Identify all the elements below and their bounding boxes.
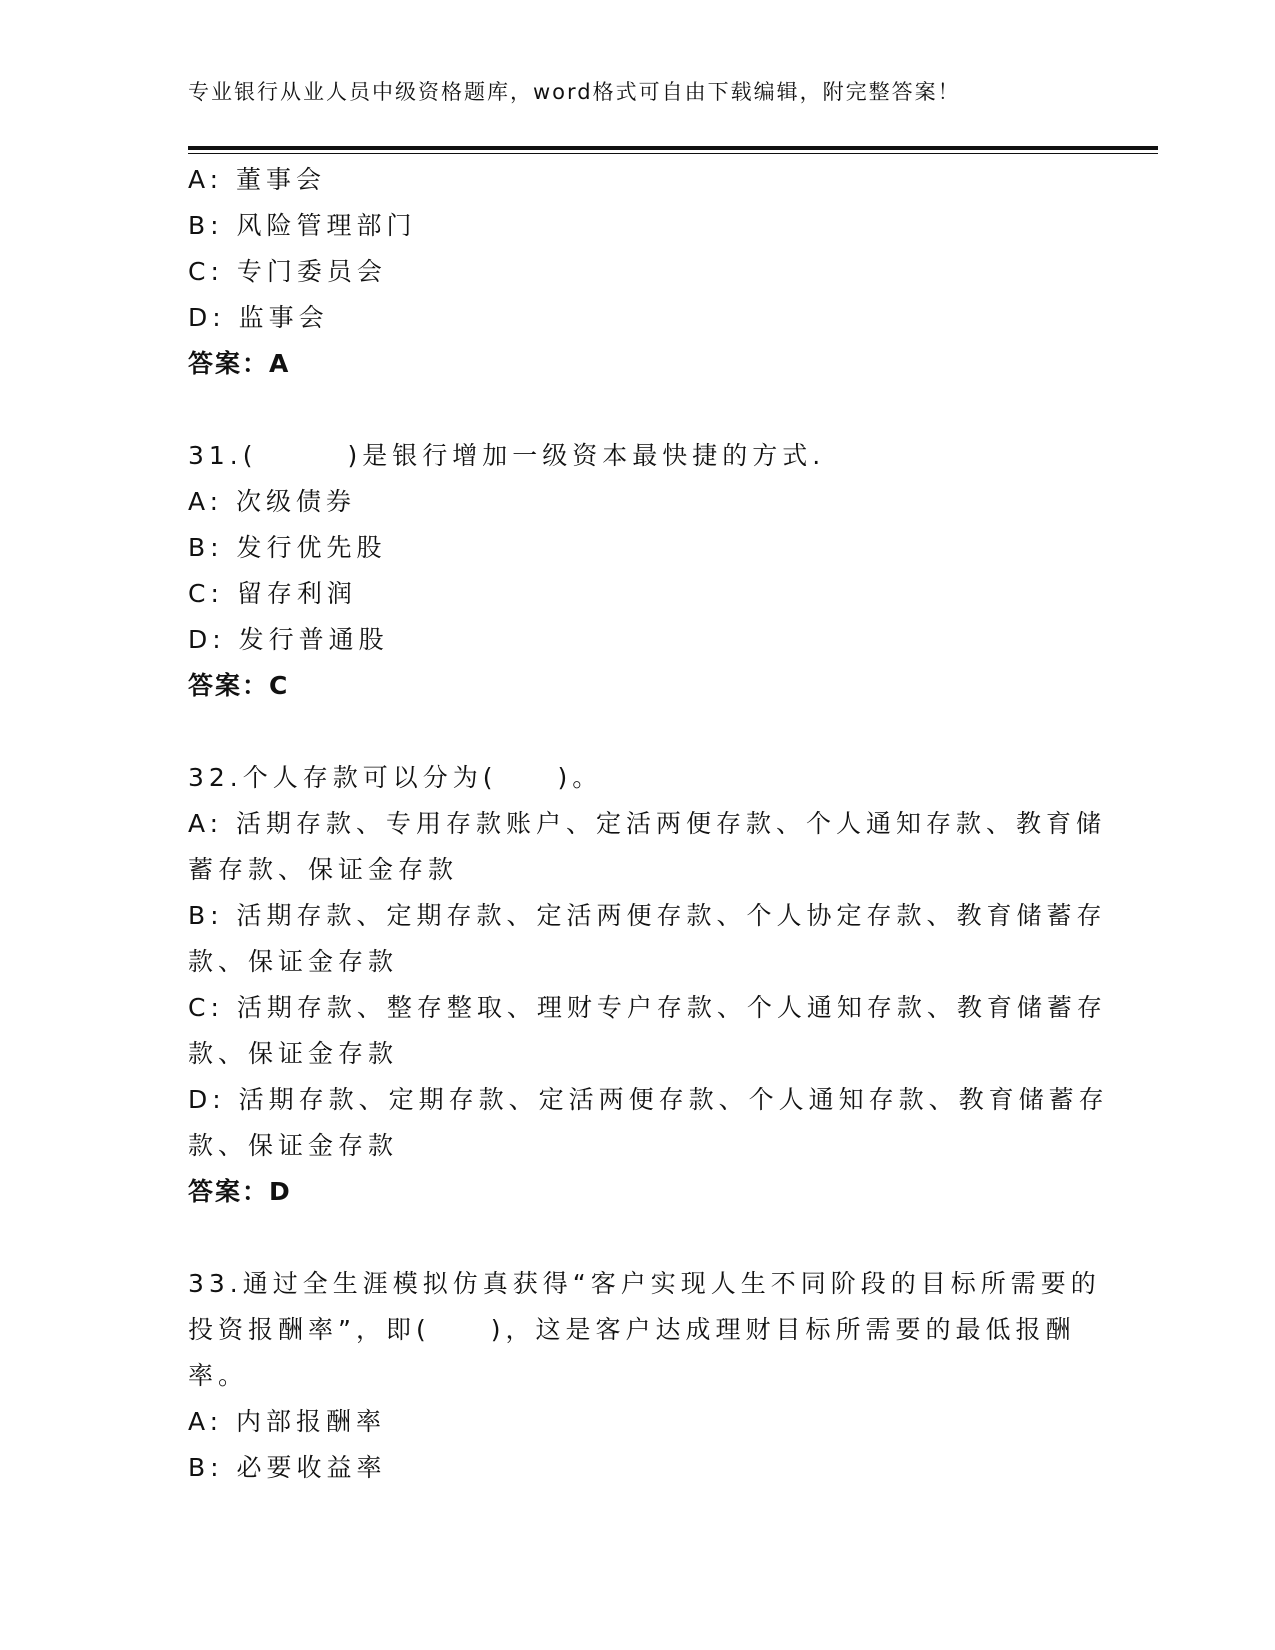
option-line: D: 发行普通股	[188, 625, 389, 654]
page-header-text: 专业银行从业人员中级资格题库，word格式可自由下载编辑，附完整答案！	[188, 80, 961, 104]
option-line: A: 次级债券	[188, 487, 357, 516]
option-line: C: 专门委员会	[188, 257, 387, 286]
question-content	[188, 157, 1109, 1491]
option-line: A: 活期存款、专用存款账户、定活两便存款、个人通知存款、教育储	[188, 809, 1107, 838]
blank-line	[188, 387, 1088, 433]
option-line: B: 必要收益率	[188, 1453, 387, 1482]
option-line: B: 风险管理部门	[188, 211, 417, 240]
option-line: A: 内部报酬率	[188, 1407, 387, 1436]
option-line: 款、保证金存款	[188, 1131, 399, 1160]
option-line: 款、保证金存款	[188, 1039, 399, 1068]
question-line: 33.通过全生涯模拟仿真获得“客户实现人生不同阶段的目标所需要的	[188, 1269, 1101, 1298]
option-line: D: 监事会	[188, 303, 329, 332]
option-line: B: 活期存款、定期存款、定活两便存款、个人协定存款、教育储蓄存	[188, 901, 1107, 930]
option-line: D: 活期存款、定期存款、定活两便存款、个人通知存款、教育储蓄存	[188, 1085, 1109, 1114]
option-line: C: 留存利润	[188, 579, 357, 608]
answer-line: 答案：D	[188, 1177, 292, 1206]
option-line: C: 活期存款、整存整取、理财专户存款、个人通知存款、教育储蓄存	[188, 993, 1107, 1022]
option-line: 蓄存款、保证金存款	[188, 855, 459, 884]
question-line: 率。	[188, 1361, 249, 1390]
blank-line	[188, 1215, 1088, 1261]
question-line: 32.个人存款可以分为( )。	[188, 763, 603, 792]
blank-line	[188, 709, 1088, 755]
question-line: 投资报酬率”，即( )，这是客户达成理财目标所需要的最低报酬	[188, 1315, 1076, 1344]
option-line: B: 发行优先股	[188, 533, 387, 562]
header-rule-thin	[188, 153, 1158, 154]
answer-line: 答案：C	[188, 671, 290, 700]
question-line: 31.( )是银行增加一级资本最快捷的方式.	[188, 441, 826, 470]
option-line: 款、保证金存款	[188, 947, 399, 976]
answer-line: 答案：A	[188, 349, 291, 378]
header-rule-thick	[188, 146, 1158, 150]
option-line: A: 董事会	[188, 165, 327, 194]
